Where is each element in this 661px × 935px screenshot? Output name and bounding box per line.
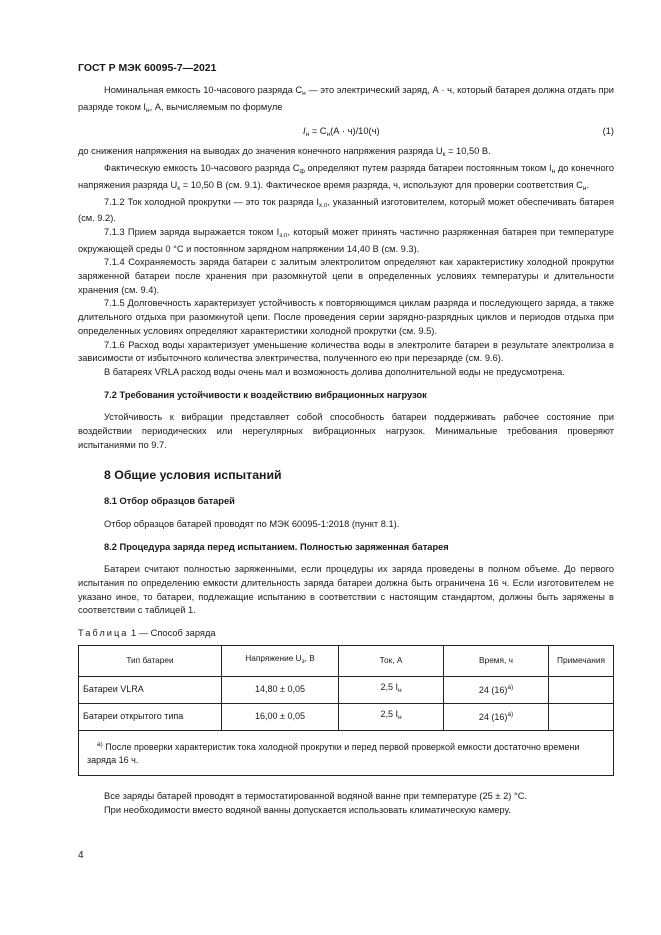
table-footnote-row <box>79 730 614 775</box>
th-time: Время, ч <box>444 645 549 676</box>
table-caption: Таблица 1 — Способ заряда <box>78 628 216 639</box>
paragraph-7-1-4: 7.1.4 Сохраняемость заряда батареи с залитым электролитом определяют как характеристику холодной прокрутки заряженной батареи после хранения при разомкнутой цепи в определенных условиях температуры и длительности хранения (см. 9.4). <box>78 257 614 295</box>
formula-number: (1) <box>602 126 614 137</box>
paragraph-7-1-6: 7.1.6 Расход воды характеризует уменьшение количества воды в электролите батареи в результате электролиза в зависимости от избыточного количества электричества, полученного ею при перезаряде (см. 9.6). <box>78 339 614 364</box>
table-header-row <box>79 645 614 676</box>
page-content <box>78 84 614 817</box>
paragraph-vibration: Устойчивость к вибрации представляет собой способность батареи поддерживать рабочее состояние при воздействии периодических или нерегулярных вибрационных нагрузок. Минимальные требования проверяют испытаниями по 9.7. <box>78 412 614 450</box>
th-notes: Примечания <box>549 645 614 676</box>
paragraph-8-2: Батареи считают полностью заряженными, если процедуры их заряда проведены в полном объеме. До первого испытания по определению емкости длительность заряда батареи должна быть ограничена 16 ч. Если изготовителем не указано иное, то батареи, подлежащие испытанию в соответствии с настоящим стандартом, должны быть заряжены в соответствии с таблицей 1. <box>78 564 614 616</box>
table-footnote: $^{а)}$ После проверки характеристик тока холодной прокрутки и перед первой проверкой емкости достаточно времени заряда 16 ч. <box>79 730 614 775</box>
formula-expression: $I_н = C_н(А \cdot ч)/10(ч)$ <box>303 126 380 139</box>
table-row: Батареи открытого типа 16,00 ± 0,05 2,5 $I_н$ 24 $(16)^{а)}$ <box>79 703 614 730</box>
table-row: Батареи VLRA 14,80 ± 0,05 2,5 $I_н$ 24 $(16)^{а)}$ <box>79 676 614 703</box>
paragraph-climate-chamber: При необходимости вместо водяной ванны допускается использовать климатическую камеру. <box>104 804 511 815</box>
page-number: 4 <box>78 850 84 861</box>
paragraph-actual-capacity: Фактическую емкость 10-часового разряда $C_ф$ определяют путем разряда батареи постоянным током $I_н$ до конечного напряжения разряда $U_к = 10,50$ В (см. 9.1). Фактическое время разряда, ч, используют для проверки соответствия $C_н$. <box>78 163 615 192</box>
paragraph-nominal-capacity: Номинальная емкость 10-часового разряда $C_н$ — это электрический заряд, А · ч, который батарея должна отдать при разряде током $I_н$, А, вычисляемым по формуле <box>78 85 614 114</box>
th-voltage: Напряжение $U_з$, В <box>222 645 339 676</box>
heading-section-8: 8 Общие условия испытаний <box>104 468 282 483</box>
formula-1 <box>78 117 614 145</box>
heading-8-2: 8.2 Процедура заряда перед испытанием. Полностью заряженная батарея <box>104 541 449 552</box>
paragraph-7-1-5: 7.1.5 Долговечность характеризует устойчивость к повторяющимся циклам разряда и последующего заряда, а также длительного отдыха при разомкнутой цепи. После проведения серии зарядно-разрядных циклов и периодов отдыха при определенных условиях определяют характеристики холодной прокрутки (см. 9.5). <box>78 298 614 336</box>
th-type: Тип батареи <box>79 645 222 676</box>
paragraph-7-1-2: 7.1.2 Ток холодной прокрутки — это ток разряда $I_{х.п}$, указанный изготовителем, который может обеспечивать батарея (см. 9.2). <box>78 196 615 224</box>
paragraph-voltage-end: до снижения напряжения на выводах до значения конечного напряжения разряда $U_к = 10,50$ В. <box>78 146 491 159</box>
charge-table <box>78 645 614 776</box>
paragraph-vrla: В батареях VRLA расход воды очень мал и возможность долива дополнительной воды не предусмотрена. <box>104 366 565 377</box>
heading-7-2: 7.2 Требования устойчивости к воздействию вибрационных нагрузок <box>104 389 427 400</box>
paragraph-8-1: Отбор образцов батарей проводят по МЭК 60095-1:2018 (пункт 8.1). <box>104 518 400 529</box>
paragraph-water-bath: Все заряды батарей проводят в термостатированной водяной ванне при температуре (25 ± 2) °С. <box>104 790 527 801</box>
document-header: ГОСТ Р МЭК 60095-7—2021 <box>78 62 217 74</box>
paragraph-7-1-3: 7.1.3 Прием заряда выражается током $I_{з.п}$, который может принять частично разряженная батарея при температуре окружающей среды 0 °С и постоянном зарядном напряжении 14,40 В (см. 9.3). <box>78 226 614 254</box>
th-current: Ток, А <box>339 645 444 676</box>
heading-8-1: 8.1 Отбор образцов батарей <box>104 496 235 507</box>
